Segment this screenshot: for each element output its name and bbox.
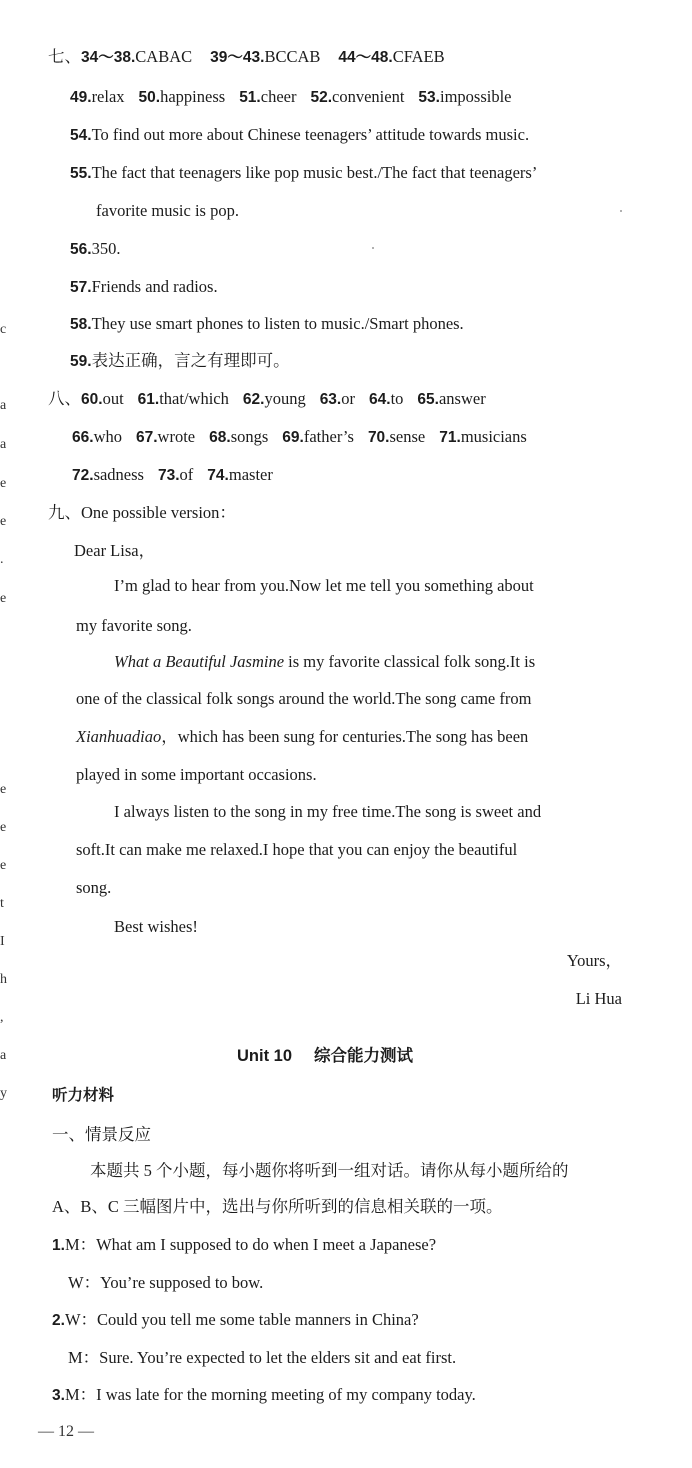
listening-heading: 听力材料 [52,1087,115,1104]
dialogue-2 [52,1309,419,1332]
edge-char: I [0,934,5,949]
song-name: Xianhuadiao [76,727,162,746]
instructions-cont: A、B、C 三幅图片中，选出与你所听到的信息相关联的一项。 [52,1197,503,1216]
letter-greeting: Dear Lisa， [74,541,156,560]
letter-paragraph-2-cont: one of the classical folk songs around the world.The song came from [76,689,532,708]
answer-text: sense [389,427,426,446]
edge-char: e [0,782,7,797]
question-number: 55. [70,165,92,182]
letter-yours: Yours， [566,951,622,970]
edge-char: e [0,514,7,529]
letter-paragraph-3-cont: song. [76,878,112,897]
question-number: 63. [319,391,342,408]
question-number: 59. [70,353,92,370]
answer-text: 350. [91,239,121,258]
unit-number: Unit 10 [237,1047,293,1065]
answer-text: The fact that teenagers like pop music best./The fact that teenagers’ [91,163,538,182]
answer-text: wrote [157,427,196,446]
answer-text: convenient [332,87,405,106]
edge-char: c [0,322,7,337]
edge-char: e [0,476,7,491]
answer-55 [70,162,537,185]
question-number: 54. [70,127,92,144]
answer-key: CFAEB [392,47,445,66]
answer-text: Friends and radios. [91,277,218,296]
answer-text: answer [438,389,486,408]
question-number: 64. [369,391,391,408]
answer-text: of [179,465,194,484]
answer-text: To find out more about Chinese teenagers’ attitude towards music. [91,125,530,144]
section-8-row-2 [72,426,527,449]
edge-char: t [0,896,4,911]
question-number: 73. [157,467,180,484]
question-number: 53. [418,89,440,106]
letter-closing: Best wishes! [114,917,198,936]
section-9-intro [48,502,236,524]
question-number: 68. [209,429,231,446]
section-label: 九、 [48,503,81,522]
question-number: 65. [417,391,439,408]
question-number: 52. [310,89,333,106]
dialogue-3 [52,1384,476,1407]
question-number: 56. [70,241,92,258]
listening-part-1: 一、情景反应 [52,1125,151,1144]
question-number: 1. [52,1237,65,1254]
answer-text: relax [91,87,125,106]
page-number: — 12 — [38,1423,94,1440]
question-number: 50. [138,89,161,106]
dialogue-1 [52,1234,436,1257]
answer-text: impossible [439,87,512,106]
question-number: 66. [72,429,94,446]
answers-49-53 [70,86,512,109]
question-number: 61. [137,391,160,408]
question-number: 62. [242,391,265,408]
paragraph-text: is my favorite classical folk song.It is [284,652,536,671]
answer-text: sadness [93,465,144,484]
question-number: 71. [439,429,461,446]
question-number: 57. [70,279,92,296]
edge-char: e [0,858,7,873]
letter-paragraph-1: I’m glad to hear from you.Now let me tell you something about [114,576,534,595]
answer-text: cheer [260,87,297,106]
unit-subtitle: 综合能力测试 [314,1047,414,1065]
answer-text: who [93,427,122,446]
answer-text: musicians [460,427,527,446]
answer-text: happiness [160,87,226,106]
answer-59 [70,350,290,373]
question-range: 34～38. [81,49,136,66]
section-label: 八、 [48,389,81,408]
question-number: 74. [207,467,229,484]
question-number: 3. [52,1387,65,1404]
answer-56 [70,238,120,261]
answer-57 [70,276,218,299]
edge-char: a [0,1048,7,1063]
edge-char: a [0,437,7,452]
section-8-row-1 [48,388,486,411]
answer-text: young [264,389,306,408]
scan-speck [372,247,374,249]
edge-char: . [0,552,4,567]
answer-text: master [228,465,273,484]
dialogue-1-reply: W：You’re supposed to bow. [68,1273,264,1292]
dialogue-line: M：I was late for the morning meeting of my company today. [64,1385,476,1404]
question-range: 39～43. [210,49,265,66]
answer-text: songs [230,427,269,446]
answer-key: CABAC [135,47,193,66]
answer-key: BCCAB [264,47,321,66]
answer-text: They use smart phones to listen to music./Smart phones. [91,314,464,333]
answer-54 [70,124,529,147]
edge-char: e [0,591,7,606]
song-title: What a Beautiful Jasmine [114,652,285,671]
letter-paragraph-1-cont: my favorite song. [76,616,192,635]
answer-text: out [102,389,124,408]
edge-char: y [0,1086,7,1101]
question-number: 60. [81,391,103,408]
section-label: 七、 [48,47,81,66]
dialogue-line: M：What am I supposed to do when I meet a Japanese? [64,1235,437,1254]
question-number: 51. [239,89,261,106]
letter-paragraph-2-cont [76,726,528,748]
answer-55-continued: favorite music is pop. [96,201,239,220]
answer-text: that/which [159,389,229,408]
section-7-answers [48,46,445,69]
paragraph-text: ，which has been sung for centuries.The song has been [161,727,529,746]
answer-58 [70,313,464,336]
question-number: 2. [52,1312,65,1329]
intro-text: One possible version： [81,503,236,522]
question-range: 44～48. [338,49,393,66]
dialogue-2-reply: M：Sure. You’re expected to let the elders sit and eat first. [68,1348,457,1367]
answer-text: father’s [303,427,354,446]
section-8-row-3 [72,464,273,487]
answer-text: or [341,389,355,408]
edge-char: h [0,972,7,987]
edge-char: a [0,398,7,413]
letter-signature: Li Hua [575,989,622,1008]
question-number: 70. [367,429,390,446]
answer-text: to [390,389,404,408]
unit-title [237,1045,413,1067]
instructions: 本题共 5 个小题，每小题你将听到一组对话。请你从每小题所给的 [90,1161,569,1180]
scan-speck [620,210,622,212]
letter-paragraph-2-cont: played in some important occasions. [76,765,317,784]
edge-char: e [0,820,7,835]
question-number: 69. [282,429,304,446]
letter-paragraph-3: I always listen to the song in my free time.The song is sweet and [114,802,542,821]
dialogue-line: W：Could you tell me some table manners in China? [64,1310,419,1329]
question-number: 49. [70,89,92,106]
letter-paragraph-2 [114,651,535,673]
edge-char: , [0,1010,4,1025]
letter-paragraph-3-cont: soft.It can make me relaxed.I hope that you can enjoy the beautiful [76,840,518,859]
question-number: 58. [70,316,92,333]
answer-text: 表达正确，言之有理即可。 [91,351,290,370]
question-number: 67. [135,429,158,446]
question-number: 72. [72,467,94,484]
